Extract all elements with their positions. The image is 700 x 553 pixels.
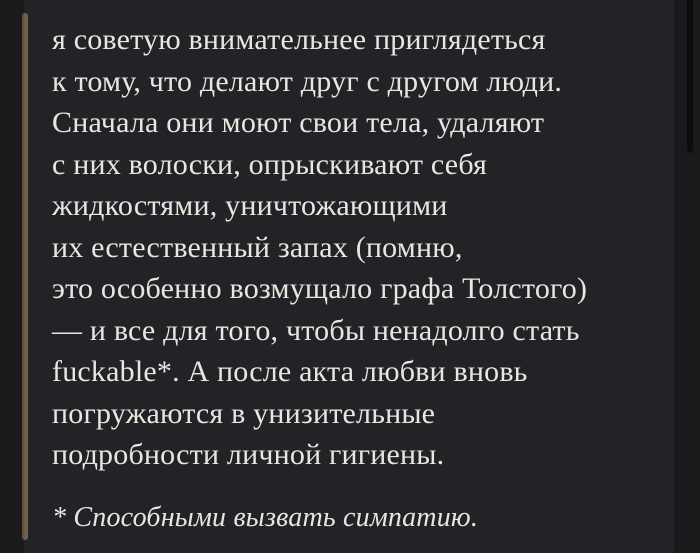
quote-line: жидкостями, уничтожающими: [52, 189, 448, 222]
quote-line: — и все для того, чтобы ненадолго стать: [52, 313, 580, 347]
quote-line: погружаются в унизительные: [52, 396, 436, 430]
quote-line: fuckable*. А после акта любви вновь: [52, 355, 528, 388]
left-margin: [0, 0, 24, 553]
quote-line: это особенно возмущало графа Толстого): [52, 272, 588, 305]
quote-line: подробности личной гигиены.: [52, 438, 445, 471]
quote-line: к тому, что делают друг с другом люди.: [52, 64, 563, 98]
blockquote-bar: [22, 13, 28, 540]
quote-line: я советую внимательнее приглядеться: [52, 23, 546, 56]
right-margin: [674, 0, 700, 553]
quote-line: их естественный запах (помню,: [52, 230, 463, 264]
footnote: * Способными вызвать симпатию.: [52, 501, 479, 533]
scrollbar-thumb[interactable]: [687, 0, 693, 153]
quote-line: с них волоски, опрыскивают себя: [52, 147, 488, 181]
blockquote-text: [52, 19, 660, 538]
quote-line: Сначала они моют свои тела, удаляют: [52, 106, 545, 139]
